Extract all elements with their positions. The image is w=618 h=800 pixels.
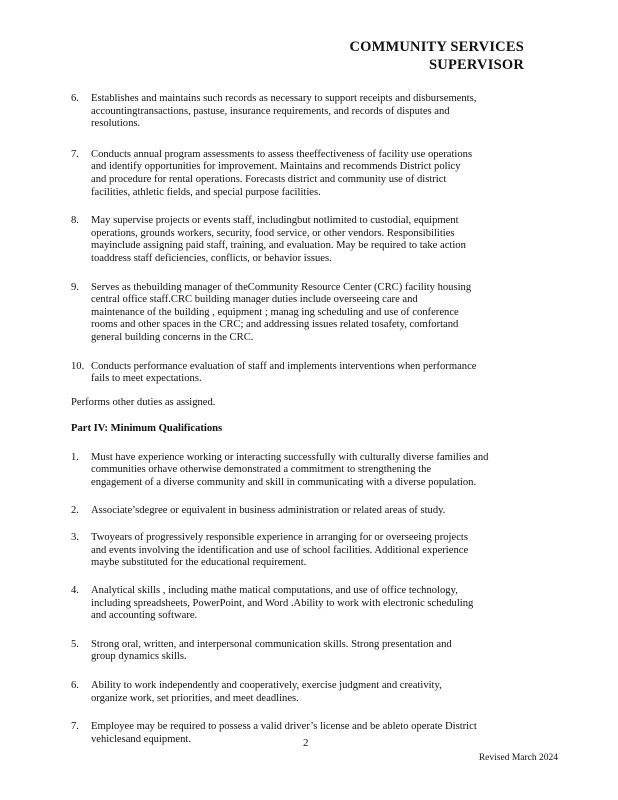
document-title (264, 38, 524, 74)
list-item-line: Conducts performance evaluation of staff and implements interventions when performance (91, 360, 477, 372)
qualification-item (71, 585, 551, 623)
revision-date: Revised March 2024 (478, 753, 558, 763)
list-item-line: rooms and other spaces in the CRC; and addressing issues related tosafety, comfortand (91, 319, 459, 331)
list-item-line: Twoyears of progressively responsible experience in arranging for or overseeing projects (91, 532, 468, 544)
list-item-line: maintenance of the building , equipment ; manag ing scheduling and use of conference (91, 306, 459, 318)
list-item-line: toaddress staff deficiencies, conflicts, or behavior issues. (91, 252, 332, 264)
duty-item (71, 93, 551, 131)
list-item-number: 9. (71, 281, 79, 293)
title-line-1: COMMUNITY SERVICES (349, 39, 524, 55)
list-item-line: including spreadsheets, PowerPoint, and Word .Ability to work with electronic scheduling (91, 597, 474, 609)
list-item-line: accountingtransactions, pastuse, insurance requirements, and records of disputes and (91, 105, 450, 117)
duty-item (71, 149, 551, 199)
list-item-line: general building concerns in the CRC. (91, 331, 254, 343)
list-item-line: and accounting software. (91, 610, 198, 622)
qualification-item (71, 680, 551, 705)
list-item-line: Analytical skills , including mathe matical computations, and use of office technology, (91, 585, 458, 597)
list-item-number: 5. (71, 638, 79, 650)
qualification-item (71, 639, 551, 664)
list-item-number: 4. (71, 585, 79, 597)
qualification-item (71, 721, 551, 746)
list-item-line: Establishes and maintains such records as necessary to support receipts and disbursements, (91, 93, 477, 104)
list-item-line: facilities, athletic fields, and special purpose facilities. (91, 186, 321, 198)
list-item-line: and events involving the identification and use of school facilities. Additional experience (91, 544, 469, 556)
list-item-number: 6. (71, 93, 79, 104)
list-item-line: organize work, set priorities, and meet deadlines. (91, 692, 299, 704)
list-item-line: May supervise projects or events staff, includingbut notlimited to custodial, equipment (91, 215, 459, 227)
page-number: 2 (303, 737, 309, 749)
list-item-line: vehiclesand equipment. (91, 733, 192, 745)
list-item-line: Associate’sdegree or equivalent in business administration or related areas of study. (91, 504, 446, 516)
list-item-line: Serves as thebuilding manager of theCommunity Resource Center (CRC) facility housing (91, 281, 472, 293)
list-item-number: 1. (71, 451, 79, 463)
list-item-line: Employee may be required to possess a valid driver’s license and be ableto operate District (91, 721, 477, 733)
list-item-line: operations, grounds workers, security, food service, or other vendors. Responsibilities (91, 227, 455, 239)
list-item-line: resolutions. (91, 118, 141, 130)
duty-item (71, 282, 551, 345)
list-item-line: communities orhave otherwise demonstrated a commitment to strengthening the (91, 464, 432, 476)
list-item-line: Must have experience working or interacting successfully with culturally diverse families and (91, 451, 489, 463)
list-item-number: 3. (71, 532, 79, 544)
document-body (71, 93, 551, 746)
duties-list (71, 93, 551, 386)
list-item-line: central office staff.CRC building manager duties include overseeing care and (91, 294, 418, 306)
list-item-line: maybe substituted for the educational requirement. (91, 557, 307, 569)
list-item-line: and identify opportunities for improvement. Maintains and recommends District policy (91, 161, 461, 173)
list-item-line: Ability to work independently and cooperatively, exercise judgment and creativity, (91, 680, 442, 691)
qualification-item (71, 505, 551, 518)
list-item-line: and procedure for rental operations. Forecasts district and community use of district (91, 173, 447, 185)
list-item-number: 10. (71, 360, 85, 372)
list-item-line: fails to meet expectations. (91, 373, 202, 385)
list-item-line: Strong oral, written, and interpersonal communication skills. Strong presentation and (91, 638, 452, 650)
list-item-line: group dynamics skills. (91, 651, 187, 663)
list-item-line: mayinclude assigning paid staff, training, and evaluation. May be required to take action (91, 240, 466, 252)
list-item-number: 6. (71, 680, 79, 691)
list-item-line: engagement of a diverse community and skill in communicating with a diverse population. (91, 477, 477, 489)
duty-item (71, 361, 551, 386)
qualification-item (71, 452, 551, 490)
qualification-item (71, 532, 551, 570)
list-item-number: 8. (71, 215, 79, 227)
duty-item (71, 215, 551, 265)
title-line-2: SUPERVISOR (429, 57, 524, 73)
other-duties-text: Performs other duties as assigned. (71, 396, 216, 408)
list-item-line: Conducts annual program assessments to assess theeffectiveness of facility use operations (91, 148, 473, 160)
list-item-number: 7. (71, 721, 79, 733)
section-heading: Part IV: Minimum Qualifications (71, 423, 223, 435)
list-item-number: 2. (71, 504, 79, 516)
list-item-number: 7. (71, 148, 79, 160)
qualifications-list (71, 452, 551, 747)
